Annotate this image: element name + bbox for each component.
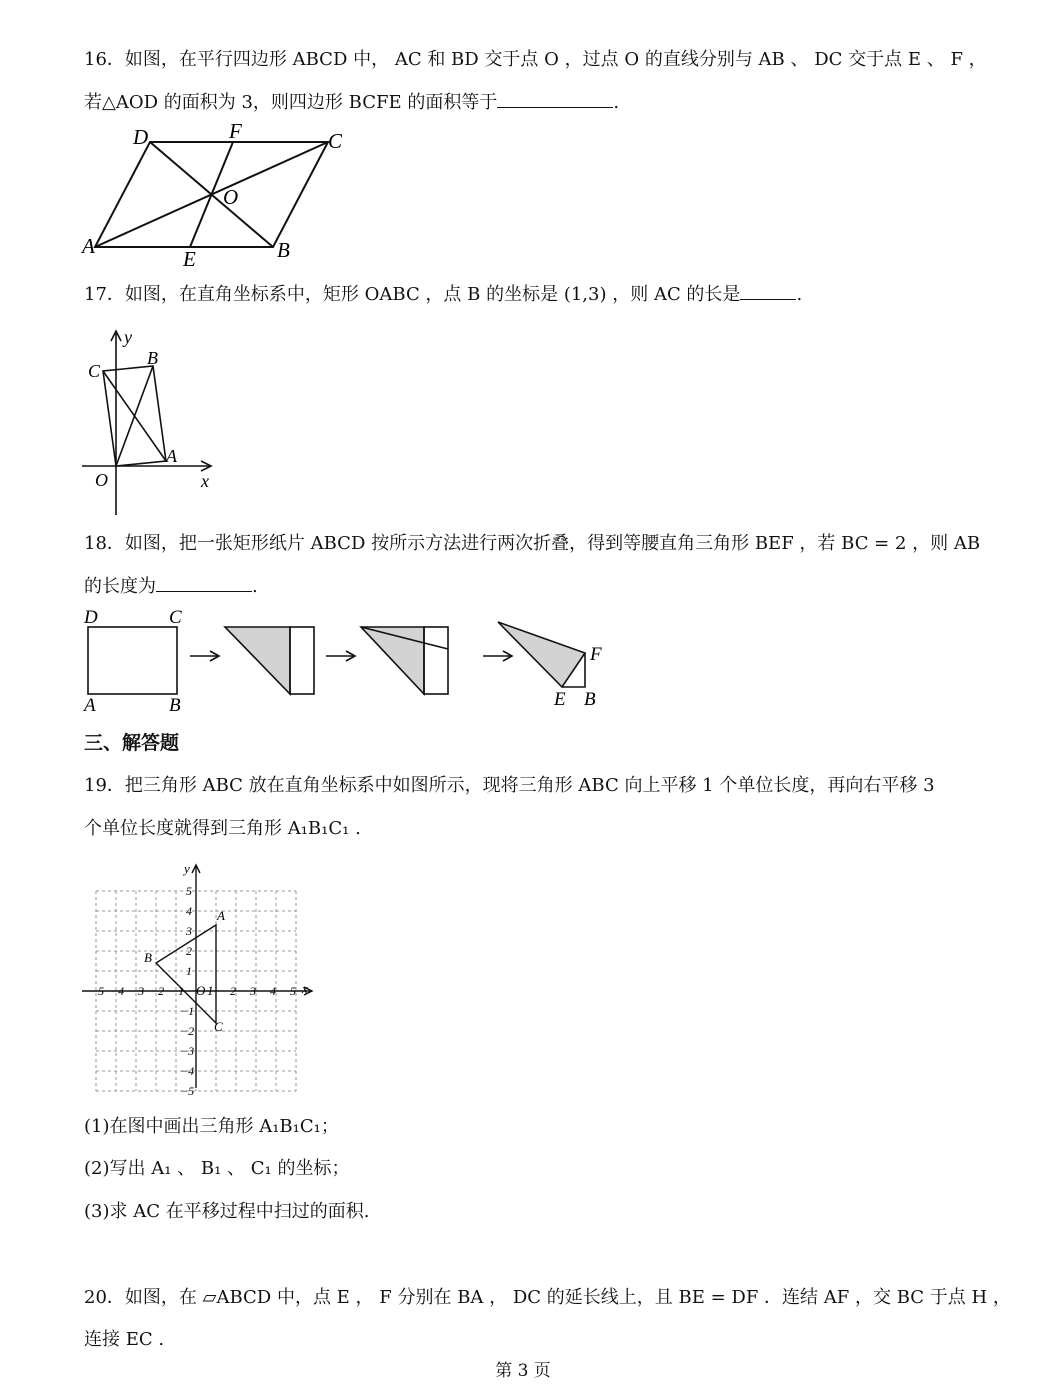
q18-line1: 18．如图，把一张矩形纸片 ABCD 按所示方法进行两次折叠，得到等腰直角三角形 BEF ，若 BC = 2 ，则 AB	[84, 533, 981, 554]
q19-line2: 个单位长度就得到三角形 A₁B₁C₁ .	[84, 818, 361, 839]
q20-line2: 连接 EC .	[84, 1329, 165, 1350]
q16-line1: 16．如图，在平行四边形 ABCD 中， AC 和 BD 交于点 O ，过点 O 的直线分别与 AB 、 DC 交于点 E 、 F ，	[84, 49, 987, 70]
q19-x-tick: 2	[230, 984, 236, 998]
q16-period: .	[613, 92, 620, 113]
q16-answer-blank	[497, 91, 613, 108]
q19-y-tick: −1	[180, 1004, 195, 1018]
q18-line2	[84, 575, 258, 599]
q19-label-A: A	[217, 908, 225, 923]
q16-label-B: B	[277, 238, 290, 262]
q19-x-tick: −3	[130, 984, 145, 998]
q18-figure	[80, 605, 620, 715]
q17-line	[84, 283, 802, 307]
q18-label-E: E	[554, 689, 566, 710]
q16-label-D: D	[133, 125, 149, 149]
q19-y-tick: 1	[186, 964, 192, 978]
q19-x-tick: −1	[170, 984, 185, 998]
q17-text: 17．如图，在直角坐标系中，矩形 OABC ，点 B 的坐标是 (1,3) ，则 AC 的长是	[84, 284, 741, 305]
q19-y-tick: −4	[180, 1064, 195, 1078]
q17-label-x: x	[201, 471, 209, 491]
q19-label-C: C	[214, 1019, 223, 1034]
q19-label-origin: O	[196, 983, 206, 998]
q18-label-B2: B	[584, 689, 596, 710]
q16-label-O: O	[223, 185, 239, 209]
q19-x-tick: 5	[290, 984, 296, 998]
q19-sub1: (1)在图中画出三角形 A₁B₁C₁；	[84, 1116, 339, 1137]
q16-label-C: C	[328, 129, 343, 153]
q19-label-x: x	[302, 981, 308, 996]
q16-text: 若△AOD 的面积为 3，则四边形 BCFE 的面积等于	[84, 92, 498, 113]
q18-label-B: B	[169, 695, 181, 716]
q16-label-E: E	[183, 247, 196, 271]
q18-text: 的长度为	[84, 576, 156, 597]
q17-label-y: y	[124, 327, 132, 347]
q19-y-tick: −2	[180, 1024, 195, 1038]
q19-sub2: (2)写出 A₁ 、 B₁ 、 C₁ 的坐标；	[84, 1158, 350, 1179]
q17-label-A: A	[166, 446, 177, 466]
q19-line1: 19．把三角形 ABC 放在直角坐标系中如图所示，现将三角形 ABC 向上平移 1 个单位长度，再向右平移 3	[84, 775, 935, 796]
q16-label-F: F	[229, 119, 242, 143]
q16-figure	[80, 118, 360, 273]
q19-x-tick: −4	[110, 984, 125, 998]
q17-label-C: C	[88, 361, 101, 381]
q18-label-C: C	[169, 607, 182, 628]
q18-label-F: F	[590, 644, 602, 665]
q19-x-tick: 4	[270, 984, 276, 998]
q18-label-D: D	[84, 607, 98, 628]
q17-answer-blank	[740, 283, 796, 300]
q19-x-tick: −2	[150, 984, 165, 998]
q17-period: .	[796, 284, 803, 305]
q19-y-tick: 2	[186, 944, 192, 958]
q16-label-A: A	[82, 234, 95, 258]
q18-answer-blank	[156, 575, 252, 592]
q19-label-y: y	[184, 861, 190, 876]
q17-label-B: B	[147, 348, 158, 368]
q20-line1: 20．如图，在 ▱ABCD 中，点 E ， F 分别在 BA ， DC 的延长线上，且 BE = DF ．连结 AF ，交 BC 于点 H ，	[84, 1287, 1011, 1308]
page-footer: 第 3 页	[495, 1361, 551, 1381]
section-heading: 三、解答题	[84, 732, 180, 754]
q19-label-B: B	[144, 950, 152, 965]
q19-label-one: 1	[207, 983, 214, 998]
q19-coordinate-grid	[80, 860, 320, 1098]
q19-sub3: (3)求 AC 在平移过程中扫过的面积.	[84, 1201, 370, 1222]
q17-figure	[80, 325, 230, 520]
q18-label-A: A	[84, 695, 96, 716]
q19-y-tick: 5	[186, 884, 192, 898]
q19-x-tick: 3	[250, 984, 256, 998]
q17-label-O: O	[95, 470, 108, 490]
q19-x-tick: −5	[90, 984, 105, 998]
q19-y-tick: 4	[186, 904, 192, 918]
q19-y-tick: 3	[186, 924, 192, 938]
q16-line2	[84, 91, 619, 115]
q19-y-tick: −5	[180, 1084, 195, 1098]
q19-y-tick: −3	[180, 1044, 195, 1058]
q18-period: .	[252, 576, 258, 597]
